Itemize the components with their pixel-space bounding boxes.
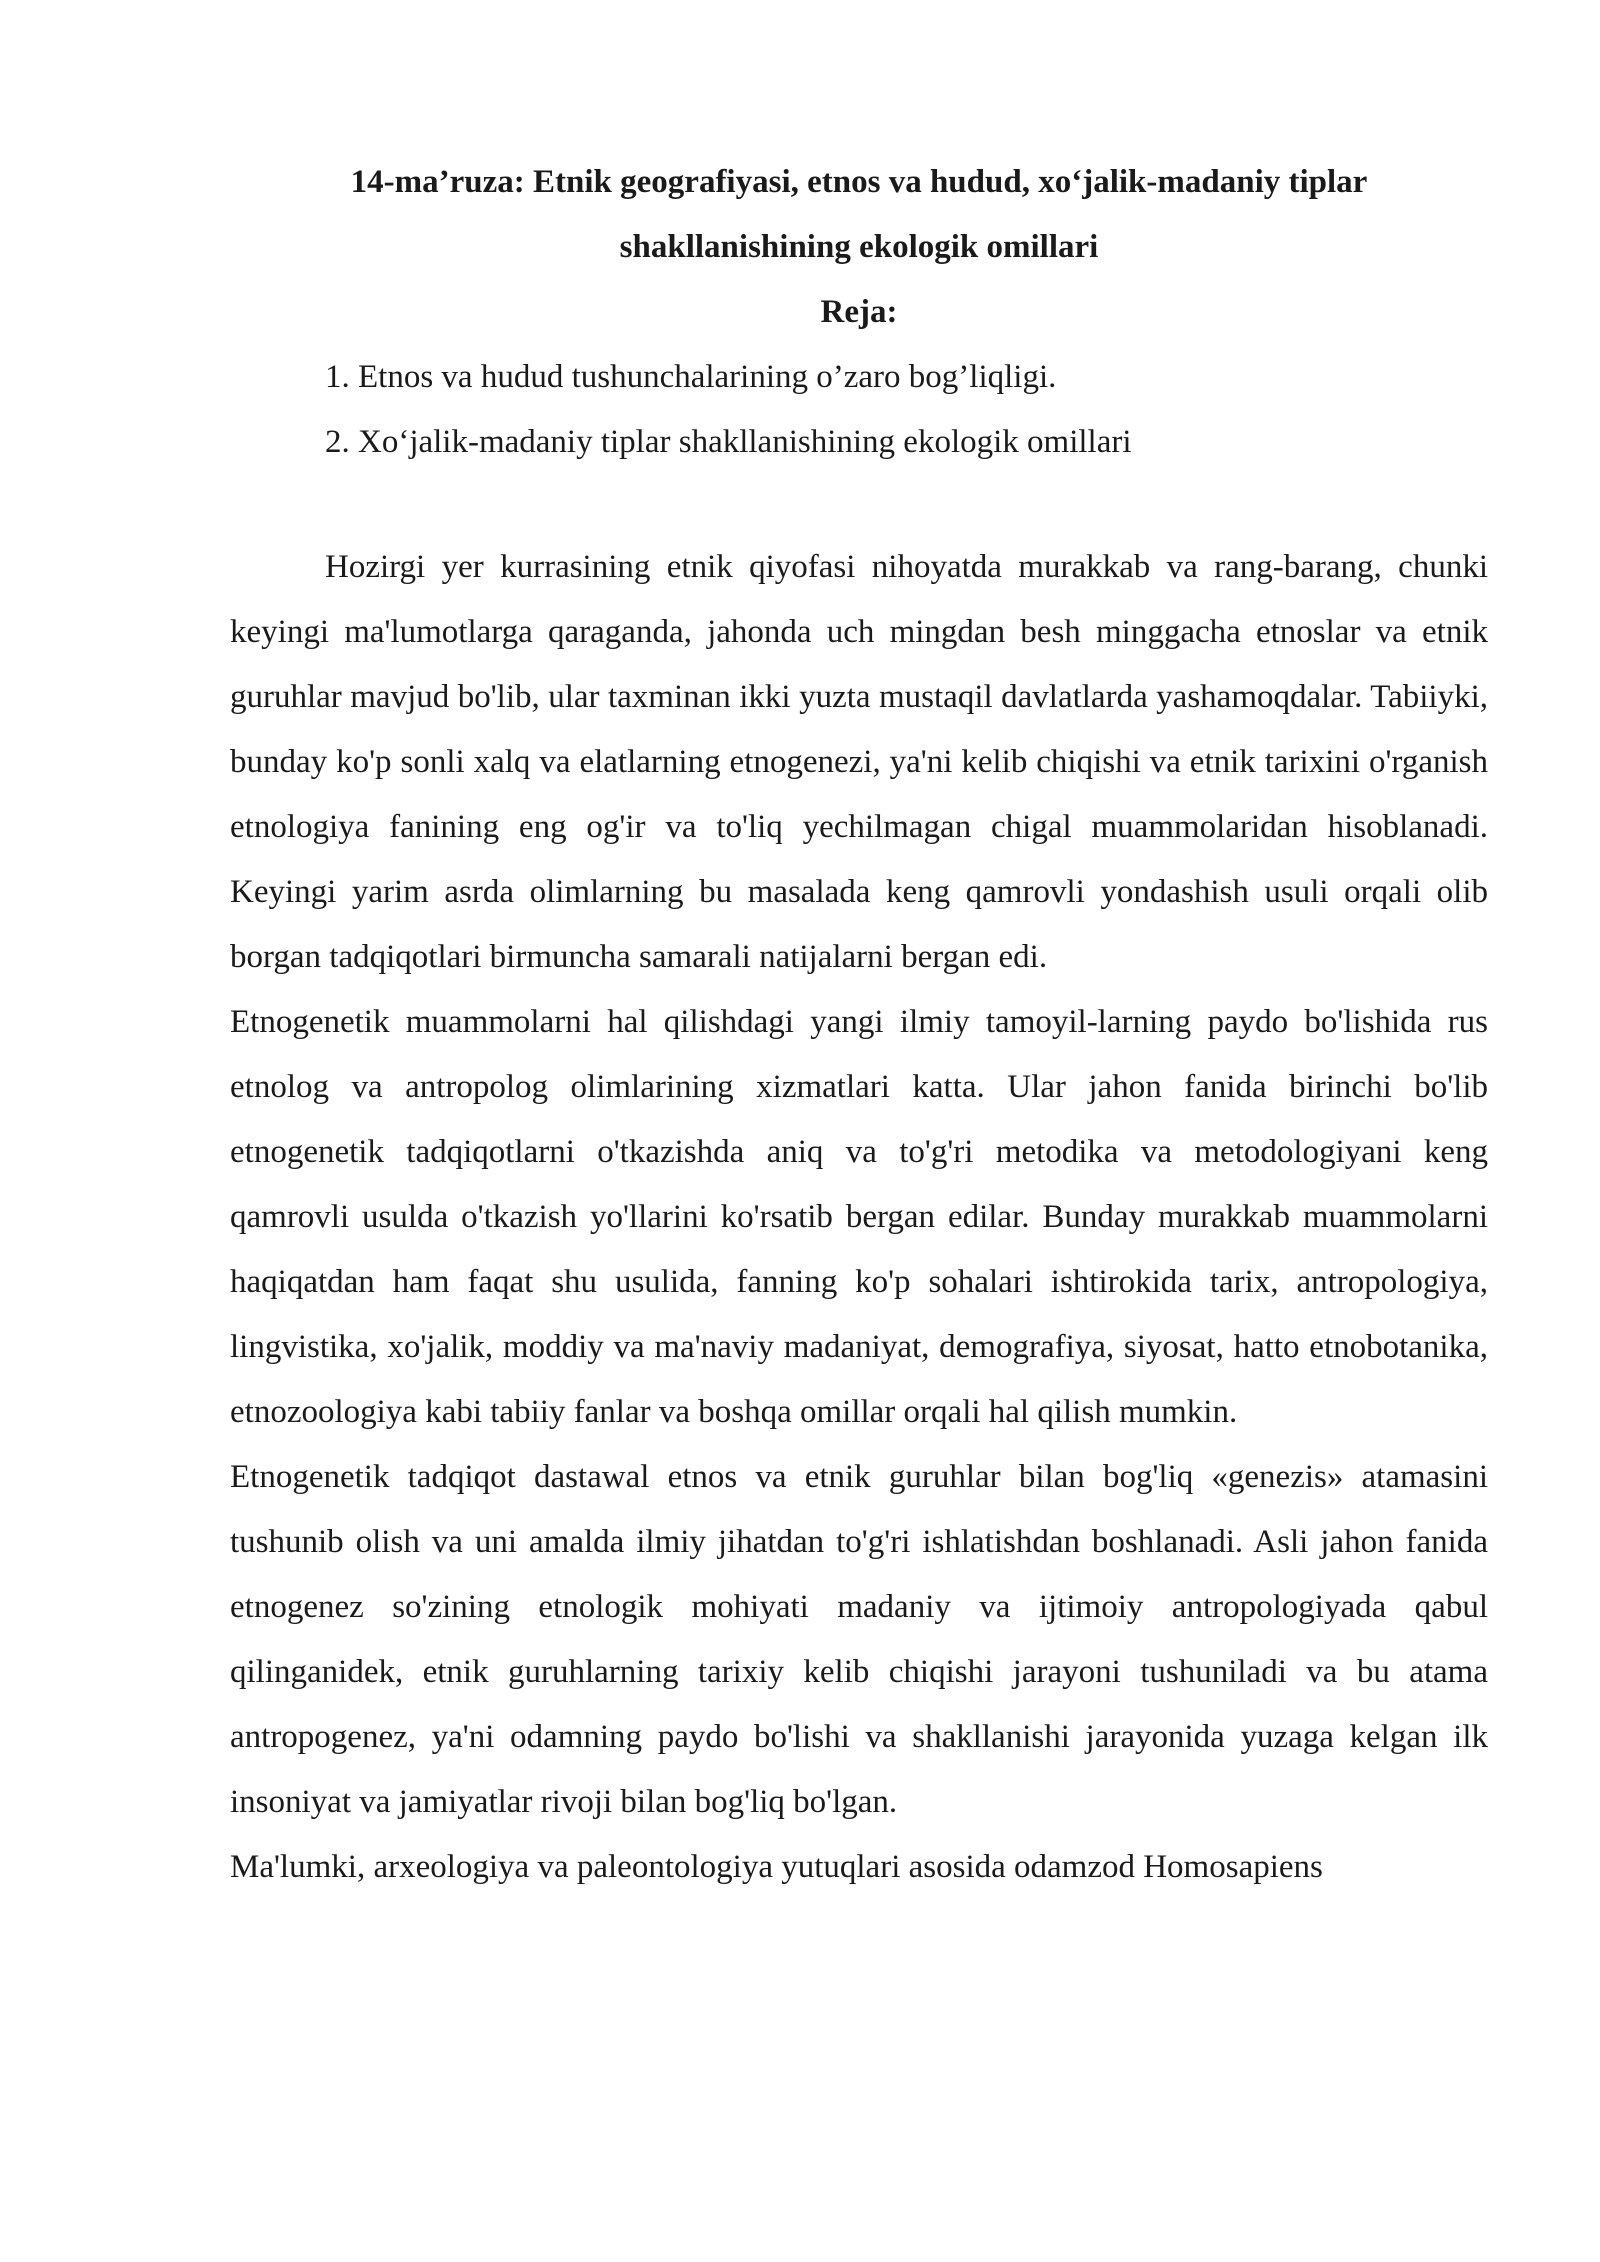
body-paragraph: Etnogenetik muammolarni hal qilishdagi yangi ilmiy tamoyil-larning paydo bo'lishida rus etnolog va antropolog olimlarining xizmatlari katta. Ular jahon fanida birinchi bo'lib etnogenetik tadqiqotlarni o'tkazishda aniq va to'g'ri metodika va metodologiyani keng qamrovli usulda o'tkazish yo'llarini ko'rsatib bergan edilar. Bunday murakkab muammolarni haqiqatdan ham faqat shu usulida, fanning ko'p sohalari ishtirokida tarix, antropologiya, lingvistika, xo'jalik, moddiy va ma'naviy madaniyat, demografiya, siyosat, hatto etnobotanika, etnozoologiya kabi tabiiy fanlar va boshqa omillar orqali hal qilish mumkin. <box>230 1004 1488 1430</box>
lecture-title-line-1: 14-ma’ruza: Etnik geografiyasi, etnos va hudud, xo‘jalik-madaniy tiplar <box>350 164 1368 200</box>
body-paragraph: Ma'lumki, arxeologiya va paleontologiya yutuqlari asosida odamzod Homosapiens <box>230 1849 1323 1885</box>
body-paragraph: Hozirgi yer kurrasining etnik qiyofasi nihoyatda murakkab va rang-barang, chunki keyingi ma'lumotlarga qaraganda, jahonda uch mingdan besh minggacha etnoslar va etnik guruhlar mavjud bo'lib, ular taxminan ikki yuzta mustaqil davlatlarda yashamoqdalar. Tabiiyki, bunday ko'p sonli xalq va elatlarning etnogenezi, ya'ni kelib chiqishi va etnik tarixini o'rganish etnologiya fanining eng og'ir va to'liq yechilmagan chigal muammolaridan hisoblanadi. Keyingi yarim asrda olimlarning bu masalada keng qamrovli yondashish usuli orqali olib borgan tadqiqotlari birmuncha samarali natijalarni bergan edi. <box>230 549 1488 975</box>
plan-heading: Reja: <box>820 294 898 330</box>
lecture-body <box>230 535 1488 1900</box>
plan-item: 2. Xo‘jalik-madaniy tiplar shakllanishining ekologik omillari <box>325 424 1132 460</box>
lecture-title <box>180 150 1538 280</box>
body-paragraph: Etnogenetik tadqiqot dastawal etnos va etnik guruhlar bilan bog'liq «genezis» atamasini tushunib olish va uni amalda ilmiy jihatdan to'g'ri ishlatishdan boshlanadi. Asli jahon fanida etnogenez so'zining etnologik mohiyati madaniy va ijtimoiy antropologiyada qabul qilinganidek, etnik guruhlarning tarixiy kelib chiqishi jarayoni tushuniladi va bu atama antropogenez, ya'ni odamning paydo bo'lishi va shakllanishi jarayonida yuzaga kelgan ilk insoniyat va jamiyatlar rivoji bilan bog'liq bo'lgan. <box>230 1459 1488 1820</box>
lecture-title-line-2: shakllanishining ekologik omillari <box>619 229 1099 265</box>
plan-item: 1. Etnos va hudud tushunchalarining o’zaro bog’liqligi. <box>325 359 1057 395</box>
plan-list <box>325 345 1132 475</box>
